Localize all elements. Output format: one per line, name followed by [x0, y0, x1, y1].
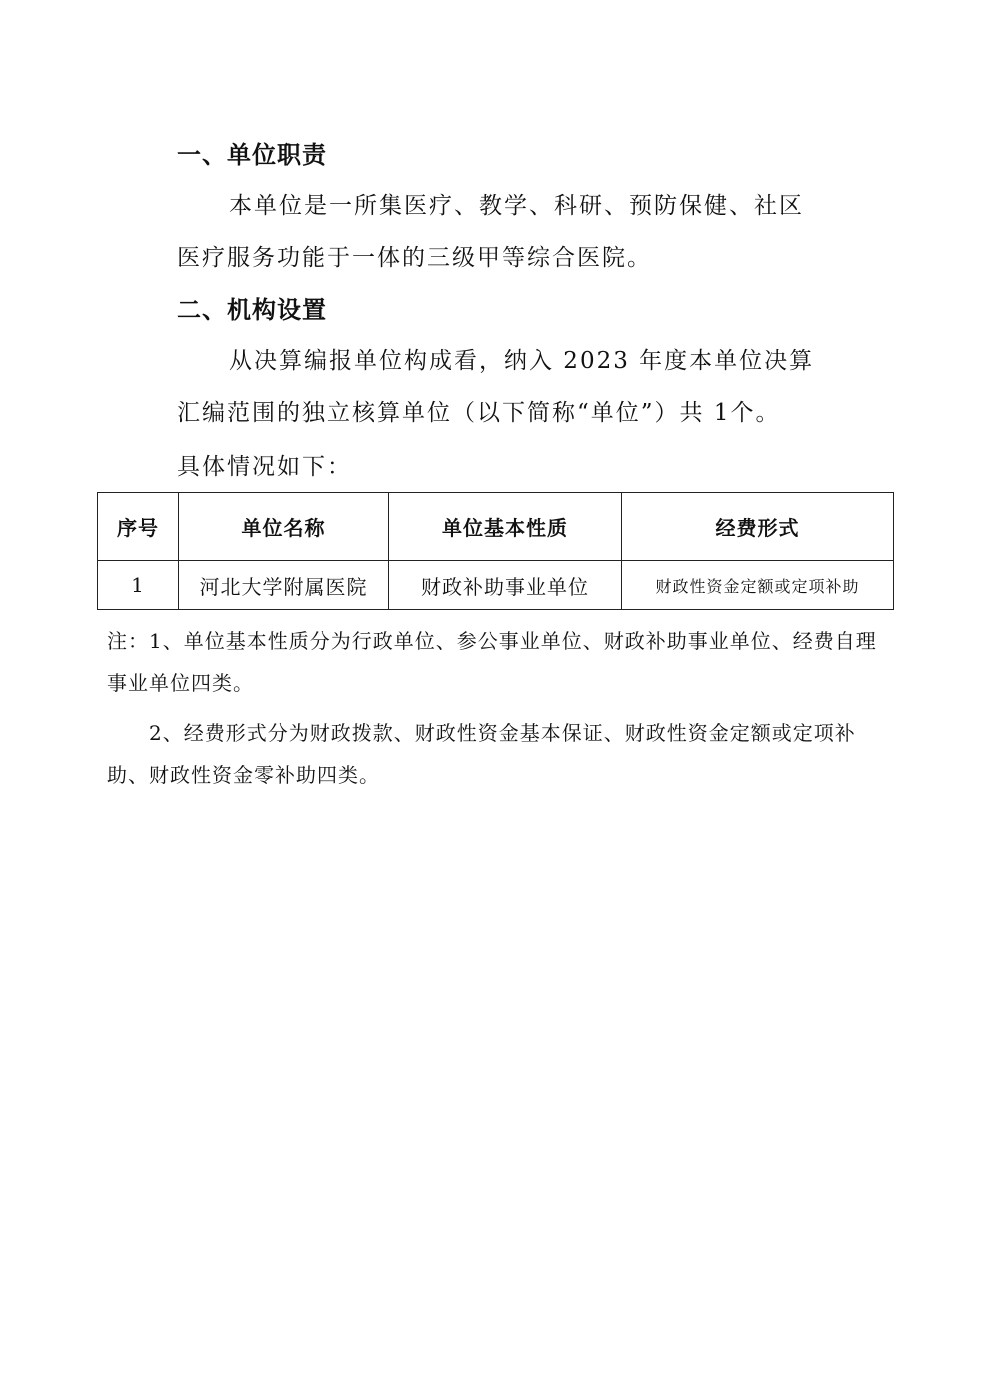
cell-funding-form: 财政性资金定额或定项补助 — [622, 561, 894, 610]
table-row — [98, 561, 894, 610]
header-unit-name: 单位名称 — [179, 493, 389, 561]
section-heading-duties: 一、单位职责 — [177, 141, 327, 169]
header-unit-nature: 单位基本性质 — [389, 493, 622, 561]
header-index: 序号 — [98, 493, 179, 561]
unit-table — [97, 492, 894, 610]
table-intro: 具体情况如下： — [177, 454, 352, 480]
organization-paragraph: 从决算编报单位构成看，纳入 2023 年度本单位决算汇编范围的独立核算单位（以下简称“单位”）共 1个。 — [177, 348, 815, 426]
duties-paragraph: 本单位是一所集医疗、教学、科研、预防保健、社区医疗服务功能于一体的三级甲等综合医院。 — [177, 193, 804, 271]
header-funding-form: 经费形式 — [622, 493, 894, 561]
note-funding-form: 2、经费形式分为财政拨款、财政性资金基本保证、财政性资金定额或定项补助、财政性资金零补助四类。 — [107, 721, 856, 787]
table-header-row — [98, 493, 894, 561]
cell-unit-nature: 财政补助事业单位 — [389, 561, 622, 610]
section-heading-organization: 二、机构设置 — [177, 296, 327, 324]
cell-index: 1 — [98, 561, 179, 610]
note-unit-nature: 注：1、单位基本性质分为行政单位、参公事业单位、财政补助事业单位、经费自理事业单位四类。 — [107, 629, 877, 695]
cell-unit-name: 河北大学附属医院 — [179, 561, 389, 610]
